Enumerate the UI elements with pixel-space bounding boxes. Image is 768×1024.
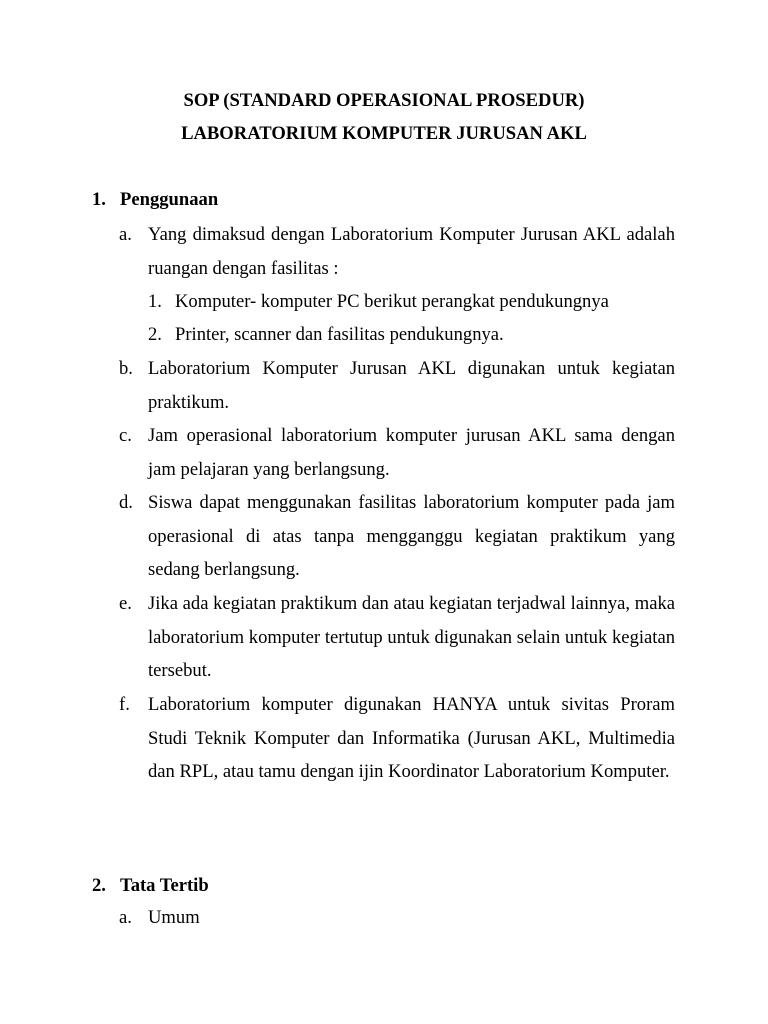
section-number: 2. (92, 875, 106, 896)
item-text: Jika ada kegiatan praktikum dan atau kegiatan terjadwal lainnya, maka laboratorium komputer tertutup untuk digunakan selain untuk kegiatan tersebut. (148, 593, 675, 681)
item-text: Jam operasional laboratorium komputer jurusan AKL sama dengan jam pelajaran yang berlangsung. (148, 425, 675, 480)
list-item-c (119, 419, 675, 486)
sub-item-label: 1. (148, 291, 162, 312)
list-item-e (119, 587, 675, 688)
section-title: Tata Tertib (120, 875, 209, 896)
list-item-a-umum (119, 901, 675, 935)
item-label: f. (119, 694, 130, 715)
item-label: a. (119, 907, 132, 928)
item-text: Laboratorium Komputer Jurusan AKL digunakan untuk kegiatan praktikum. (148, 358, 675, 413)
sub-item-text: Komputer- komputer PC berikut perangkat pendukungnya (175, 291, 609, 312)
list-item-f (119, 688, 675, 789)
item-label: c. (119, 425, 132, 446)
item-label: a. (119, 224, 132, 245)
document-title-line-2: LABORATORIUM KOMPUTER JURUSAN AKL (181, 123, 587, 144)
list-item-b (119, 352, 675, 419)
sub-item-1 (148, 285, 675, 319)
item-label: e. (119, 593, 132, 614)
item-text: Yang dimaksud dengan Laboratorium Komputer Jurusan AKL adalah ruangan dengan fasilitas : (148, 224, 675, 279)
item-label: d. (119, 492, 133, 513)
item-text: Umum (148, 907, 200, 928)
list-item-a (119, 218, 675, 285)
section-heading-tata-tertib (92, 875, 209, 897)
section-title: Penggunaan (120, 189, 219, 210)
item-label: b. (119, 358, 133, 379)
item-text: Siswa dapat menggunakan fasilitas laboratorium komputer pada jam operasional di atas tanpa mengganggu kegiatan praktikum yang sedang berlangsung. (148, 492, 675, 580)
section-number: 1. (92, 189, 106, 210)
item-text: Laboratorium komputer digunakan HANYA untuk sivitas Proram Studi Teknik Komputer dan Informatika (Jurusan AKL, Multimedia dan RPL, atau tamu dengan ijin Koordinator Laboratorium Komputer. (148, 694, 675, 782)
sub-item-2 (148, 318, 675, 352)
list-item-d (119, 486, 675, 587)
sub-item-text: Printer, scanner dan fasilitas pendukungnya. (175, 324, 504, 345)
document-title-line-1: SOP (STANDARD OPERASIONAL PROSEDUR) (183, 90, 585, 111)
sub-item-label: 2. (148, 324, 162, 345)
section-heading-penggunaan (92, 189, 218, 211)
